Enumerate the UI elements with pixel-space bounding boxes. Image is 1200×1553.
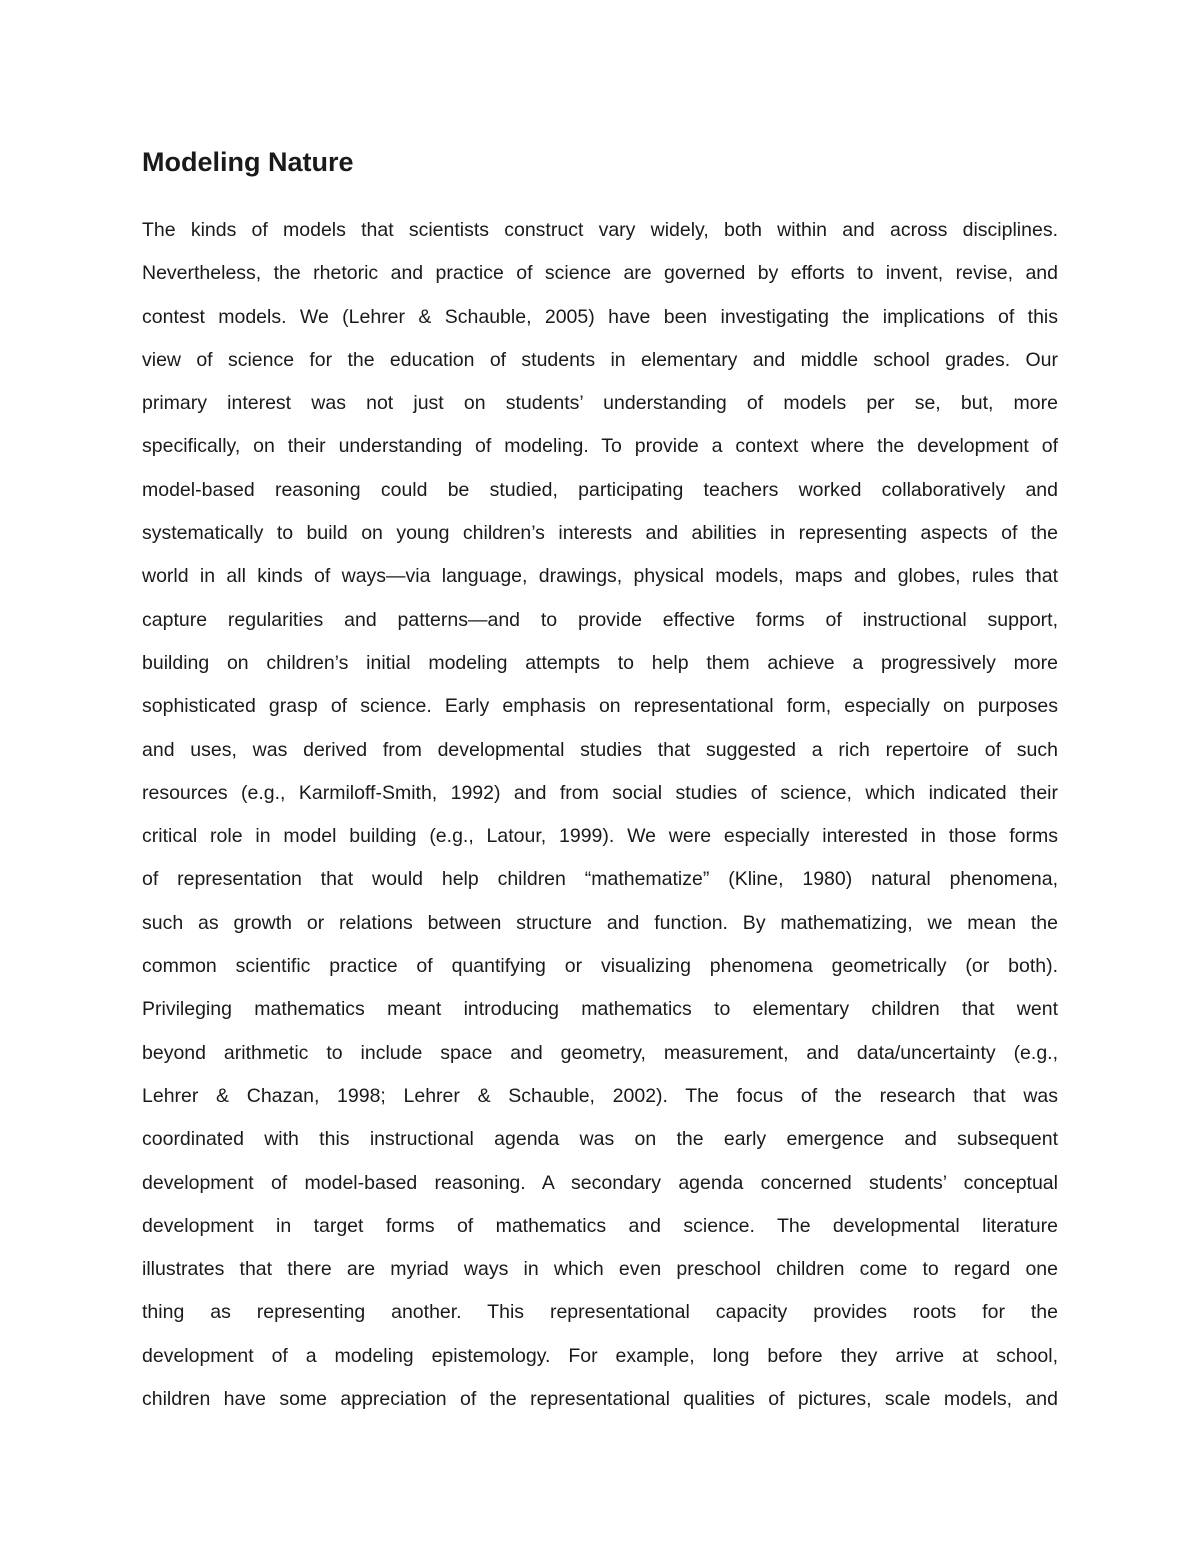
text-line: primary interest was not just on students’ understanding of models per se, but, more (142, 392, 1058, 415)
text-line: children have some appreciation of the representational qualities of pictures, scale models, and (142, 1388, 1058, 1411)
text-line: development of a modeling epistemology. For example, long before they arrive at school, (142, 1344, 1058, 1367)
text-line: and uses, was derived from developmental studies that suggested a rich repertoire of such (142, 738, 1058, 761)
text-line: beyond arithmetic to include space and geometry, measurement, and data/uncertainty (e.g., (142, 1041, 1058, 1064)
text-line: thing as representing another. This representational capacity provides roots for the (142, 1301, 1058, 1324)
text-line: The kinds of models that scientists construct vary widely, both within and across disciplines. (142, 219, 1058, 241)
document-title: Modeling Nature (142, 147, 354, 177)
body-paragraph (142, 209, 1058, 1421)
text-line: development of model-based reasoning. A secondary agenda concerned students’ conceptual (142, 1171, 1058, 1194)
text-line: common scientific practice of quantifying or visualizing phenomena geometrically (or both). (142, 955, 1058, 978)
text-line: view of science for the education of students in elementary and middle school grades. Our (142, 348, 1058, 371)
text-line: contest models. We (Lehrer & Schauble, 2005) have been investigating the implications of this (142, 305, 1058, 328)
text-line: Nevertheless, the rhetoric and practice of science are governed by efforts to invent, revise, and (142, 262, 1058, 285)
text-line: world in all kinds of ways—via language, drawings, physical models, maps and globes, rules that (142, 565, 1058, 588)
text-line: coordinated with this instructional agenda was on the early emergence and subsequent (142, 1128, 1058, 1151)
text-line: illustrates that there are myriad ways in which even preschool children come to regard one (142, 1258, 1058, 1281)
text-line: critical role in model building (e.g., Latour, 1999). We were especially interested in those forms (142, 825, 1058, 848)
text-line: systematically to build on young children’s interests and abilities in representing aspects of the (142, 522, 1058, 545)
text-line: model-based reasoning could be studied, participating teachers worked collaboratively and (142, 478, 1058, 501)
text-line: such as growth or relations between structure and function. By mathematizing, we mean the (142, 911, 1058, 934)
text-line: Lehrer & Chazan, 1998; Lehrer & Schauble, 2002). The focus of the research that was (142, 1084, 1058, 1107)
text-line: building on children’s initial modeling attempts to help them achieve a progressively more (142, 651, 1058, 674)
text-line: of representation that would help children “mathematize” (Kline, 1980) natural phenomena, (142, 868, 1058, 891)
text-line: specifically, on their understanding of modeling. To provide a context where the development of (142, 435, 1058, 458)
text-line: development in target forms of mathematics and science. The developmental literature (142, 1214, 1058, 1237)
text-line: resources (e.g., Karmiloff-Smith, 1992) and from social studies of science, which indicated their (142, 781, 1058, 804)
text-line: sophisticated grasp of science. Early emphasis on representational form, especially on purposes (142, 695, 1058, 718)
text-line: Privileging mathematics meant introducing mathematics to elementary children that went (142, 998, 1058, 1021)
text-line: capture regularities and patterns—and to provide effective forms of instructional support, (142, 608, 1058, 631)
